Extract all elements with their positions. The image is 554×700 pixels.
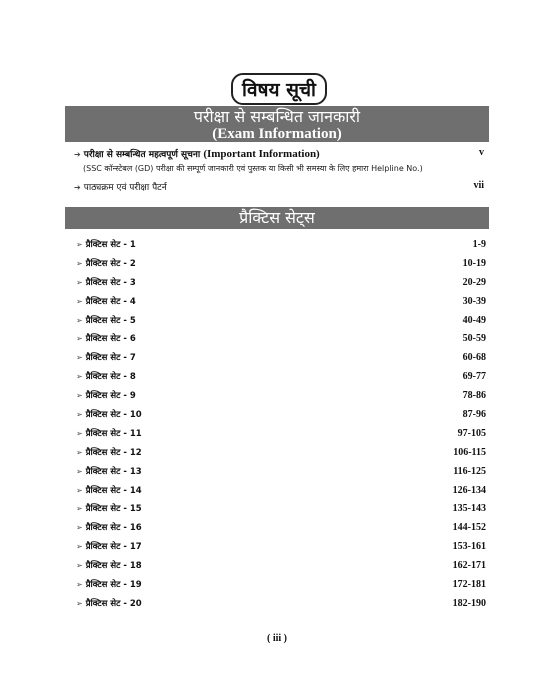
arrow-icon: ➢	[76, 315, 83, 325]
contents-title: विषय सूची	[231, 73, 327, 105]
practice-set-pages: 87-96	[462, 409, 486, 421]
practice-set-label: प्रैक्टिस सेट - 19	[85, 580, 142, 591]
practice-set-row[interactable]	[76, 425, 486, 444]
practice-set-row[interactable]	[76, 463, 486, 482]
practice-set-pages: 60-68	[462, 352, 486, 364]
practice-set-row[interactable]	[76, 293, 486, 312]
practice-set-row[interactable]	[76, 312, 486, 331]
practice-set-label: प्रैक्टिस सेट - 11	[85, 428, 142, 439]
practice-set-label: प्रैक्टिस सेट - 5	[85, 315, 136, 326]
practice-set-label: प्रैक्टिस सेट - 4	[85, 296, 136, 307]
practice-set-label: प्रैक्टिस सेट - 2	[85, 258, 136, 269]
practice-set-pages: 69-77	[462, 371, 486, 383]
practice-set-row[interactable]	[76, 255, 486, 274]
arrow-icon: ➢	[76, 391, 83, 401]
arrow-icon: ➔	[74, 150, 81, 159]
exam-info-heading	[65, 106, 489, 142]
practice-set-label: प्रैक्टिस सेट - 18	[85, 561, 142, 572]
practice-set-pages: 30-39	[462, 295, 486, 307]
arrow-icon: ➢	[76, 447, 83, 457]
arrow-icon: ➢	[76, 334, 83, 344]
practice-set-label: प्रैक्टिस सेट - 17	[85, 542, 142, 553]
practice-set-pages: 116-125	[453, 465, 486, 477]
practice-set-label: प्रैक्टिस सेट - 6	[85, 334, 136, 345]
arrow-icon: ➢	[76, 240, 83, 249]
practice-set-label: प्रैक्टिस सेट - 15	[85, 504, 142, 515]
practice-set-pages: 50-59	[462, 333, 486, 345]
arrow-icon: ➔	[74, 183, 81, 192]
practice-set-row[interactable]	[76, 444, 486, 463]
practice-set-label: प्रैक्टिस सेट - 20	[85, 598, 142, 609]
practice-set-label: प्रैक्टिस सेट - 3	[85, 277, 136, 288]
practice-set-label: प्रैक्टिस सेट - 7	[85, 353, 136, 364]
practice-set-pages: 144-152	[452, 522, 486, 534]
arrow-icon: ➢	[76, 561, 83, 571]
arrow-icon: ➢	[76, 428, 83, 438]
practice-set-row[interactable]	[76, 519, 486, 538]
practice-set-row[interactable]	[76, 349, 486, 368]
practice-set-row[interactable]	[76, 406, 486, 425]
practice-set-row[interactable]	[76, 595, 486, 614]
practice-set-pages: 172-181	[452, 579, 486, 591]
practice-set-row[interactable]	[76, 330, 486, 349]
practice-set-pages: 162-171	[452, 560, 486, 572]
item-note: (SSC कॉन्स्टेबल (GD) परीक्षा की सम्पूर्ण जानकारी एवं पुस्तक या किसी भी समस्या के लिए हमारा Helpline No.)	[83, 164, 423, 173]
item-label-hindi: परीक्षा से सम्बन्धित महत्वपूर्ण सूचना	[83, 150, 201, 160]
practice-set-pages: 78-86	[462, 390, 486, 402]
practice-set-pages: 182-190	[452, 597, 486, 609]
item-page: vii	[473, 180, 484, 191]
practice-set-row[interactable]	[76, 538, 486, 557]
page-number: ( iii )	[267, 633, 287, 644]
arrow-icon: ➢	[76, 485, 83, 495]
practice-set-row[interactable]	[76, 500, 486, 519]
arrow-icon: ➢	[76, 372, 83, 382]
practice-set-label: प्रैक्टिस सेट - 14	[85, 485, 142, 496]
practice-set-pages: 135-143	[452, 503, 486, 515]
practice-set-pages: 126-134	[452, 484, 486, 496]
arrow-icon: ➢	[76, 277, 83, 287]
arrow-icon: ➢	[76, 258, 83, 268]
practice-sets-heading: प्रैक्टिस सेट्स	[65, 207, 489, 229]
practice-set-label: प्रैक्टिस सेट - 12	[85, 447, 142, 458]
practice-set-pages: 40-49	[462, 314, 486, 326]
practice-set-pages: 106-115	[453, 446, 486, 458]
practice-set-label: प्रैक्टिस सेट - 13	[85, 466, 142, 477]
practice-set-label: प्रैक्टिस सेट - 10	[85, 410, 142, 421]
practice-set-pages: 10-19	[462, 257, 486, 269]
exam-info-heading-hindi: परीक्षा से सम्बन्धित जानकारी	[193, 107, 361, 126]
practice-sets-list	[76, 236, 486, 614]
practice-set-pages: 153-161	[452, 541, 486, 553]
practice-set-row[interactable]	[76, 557, 486, 576]
item-label-hindi: पाठ्यक्रम एवं परीक्षा पैटर्न	[83, 183, 167, 193]
practice-set-pages: 1-9	[472, 239, 486, 250]
practice-set-row[interactable]	[76, 236, 486, 255]
item-page: v	[479, 147, 484, 158]
practice-set-row[interactable]	[76, 274, 486, 293]
item-label-english: (Important Information)	[203, 148, 320, 160]
arrow-icon: ➢	[76, 466, 83, 476]
practice-set-label: प्रैक्टिस सेट - 16	[85, 523, 142, 534]
practice-set-pages: 97-105	[457, 427, 486, 439]
exam-info-item-syllabus[interactable]	[74, 180, 490, 193]
practice-set-label: प्रैक्टिस सेट - 9	[85, 391, 136, 402]
practice-set-label: प्रैक्टिस सेट - 1	[85, 240, 136, 250]
arrow-icon: ➢	[76, 296, 83, 306]
arrow-icon: ➢	[76, 598, 83, 608]
arrow-icon: ➢	[76, 580, 83, 590]
practice-set-row[interactable]	[76, 482, 486, 501]
practice-set-pages: 20-29	[462, 276, 486, 288]
exam-info-item-important[interactable]	[74, 147, 490, 174]
practice-set-row[interactable]	[76, 387, 486, 406]
practice-set-label: प्रैक्टिस सेट - 8	[85, 372, 136, 383]
arrow-icon: ➢	[76, 523, 83, 533]
practice-set-row[interactable]	[76, 576, 486, 595]
arrow-icon: ➢	[76, 353, 83, 363]
exam-info-heading-english: (Exam Information)	[212, 126, 342, 142]
arrow-icon: ➢	[76, 542, 83, 552]
arrow-icon: ➢	[76, 410, 83, 420]
arrow-icon: ➢	[76, 504, 83, 514]
practice-set-row[interactable]	[76, 368, 486, 387]
